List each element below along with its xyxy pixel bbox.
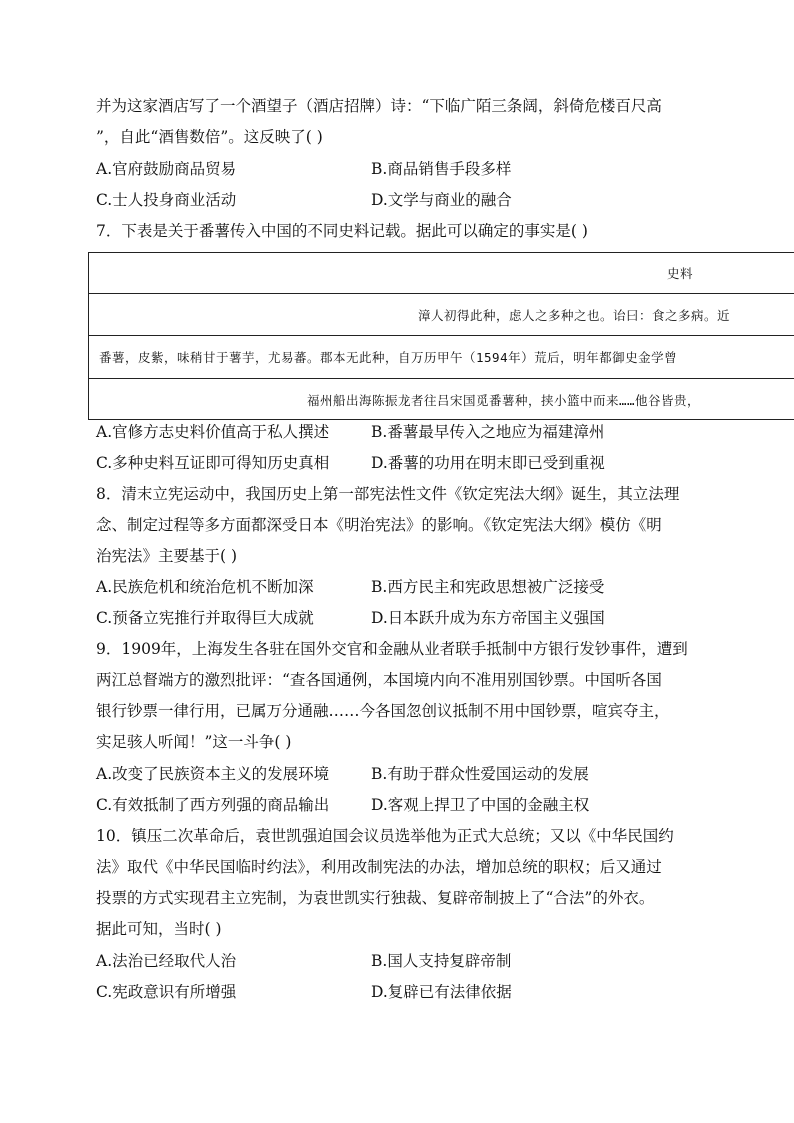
q10-text-line-4: 据此可知，当时( ) [96, 920, 222, 938]
q9-text-line-1: 9．1909年，上海发生各驻在国外交官和金融从业者联手抵制中方银行发钞事件，遭到 [96, 640, 688, 658]
q9-option-c[interactable]: C.有效抵制了西方列强的商品输出 [96, 796, 330, 814]
q8-text-line-3: 治宪法》主要基于( ) [96, 547, 238, 565]
q9-text-line-2: 两江总督端方的激烈批评：“查各国通例，本国境内向不准用别国钞票。中国听各国 [96, 671, 662, 689]
source-table [88, 252, 794, 420]
q9-text-line-4: 实足骇人听闻！”这一斗争( ) [96, 733, 292, 751]
q10-text-line-2: 法》取代《中华民国临时约法》，利用改制宪法的办法，增加总统的职权；后又通过 [96, 858, 662, 876]
q6-option-b[interactable]: B.商品销售手段多样 [371, 160, 512, 178]
q6-text-line-2: ”，自此“酒售数倍”。这反映了( ) [96, 128, 323, 146]
q7-option-a[interactable]: A.官修方志史料价值高于私人撰述 [96, 423, 330, 441]
q8-text-line-2: 念、制定过程等多方面都深受日本《明治宪法》的影响。《钦定宪法大纲》模仿《明 [96, 516, 662, 534]
q10-text-line-3: 投票的方式实现君主立宪制，为袁世凯实行独裁、复辟帝制披上了“合法”的外衣。 [96, 889, 655, 907]
table-cell-source-3: 福州船出海陈振龙者往吕宋国觅番薯种，挟小篮中而来……他谷皆贵， [307, 393, 701, 408]
q10-option-a[interactable]: A.法治已经取代人治 [96, 952, 237, 970]
q10-option-c[interactable]: C.宪政意识有所增强 [96, 983, 237, 1001]
q6-text-line-1: 并为这家酒店写了一个酒望子（酒店招牌）诗：“下临广陌三条阔，斜倚危楼百尺高 [96, 97, 662, 115]
q6-option-d[interactable]: D.文学与商业的融合 [371, 191, 512, 209]
q10-text-line-1: 10．镇压二次革命后，袁世凯强迫国会议员选举他为正式大总统；又以《中华民国约 [96, 827, 674, 845]
q10-option-b[interactable]: B.国人支持复辟帝制 [371, 952, 512, 970]
table-row [89, 379, 794, 420]
q7-option-d[interactable]: D.番薯的功用在明末即已受到重视 [371, 454, 605, 472]
table-row [89, 294, 794, 336]
q8-option-a[interactable]: A.民族危机和统治危机不断加深 [96, 578, 314, 596]
q8-option-c[interactable]: C.预备立宪推行并取得巨大成就 [96, 609, 314, 627]
q9-text-line-3: 银行钞票一律行用，已属万分通融……今各国忽创议抵制不用中国钞票，喧宾夺主， [96, 702, 670, 720]
table-cell-source-2: 番薯，皮紫，味稍甘于薯芋，尤易蕃。郡本无此种，自万历甲午（1594年）荒后，明年都御史金学曾 [99, 350, 678, 365]
table-header-cell: 史料 [667, 266, 694, 281]
table-row [89, 336, 794, 379]
q7-option-b[interactable]: B.番薯最早传入之地应为福建漳州 [371, 423, 605, 441]
q6-option-a[interactable]: A.官府鼓励商品贸易 [96, 160, 237, 178]
q6-option-c[interactable]: C.士人投身商业活动 [96, 191, 237, 209]
q10-option-d[interactable]: D.复辟已有法律依据 [371, 983, 512, 1001]
q9-option-b[interactable]: B.有助于群众性爱国运动的发展 [371, 765, 589, 783]
q7-option-c[interactable]: C.多种史料互证即可得知历史真相 [96, 454, 330, 472]
q8-text-line-1: 8．清末立宪运动中，我国历史上第一部宪法性文件《钦定宪法大纲》诞生，其立法理 [96, 485, 680, 503]
q7-stem: 7．下表是关于番薯传入中国的不同史料记载。据此可以确定的事实是( ) [96, 222, 588, 240]
table-cell-source-1: 漳人初得此种，虑人之多种之也。诒曰：食之多病。近 [418, 307, 731, 323]
q8-option-b[interactable]: B.西方民主和宪政思想被广泛接受 [371, 578, 605, 596]
q9-option-d[interactable]: D.客观上捍卫了中国的金融主权 [371, 796, 590, 814]
q8-option-d[interactable]: D.日本跃升成为东方帝国主义强国 [371, 609, 605, 627]
q9-option-a[interactable]: A.改变了民族资本主义的发展环境 [96, 765, 330, 783]
table-header-row [89, 253, 794, 294]
